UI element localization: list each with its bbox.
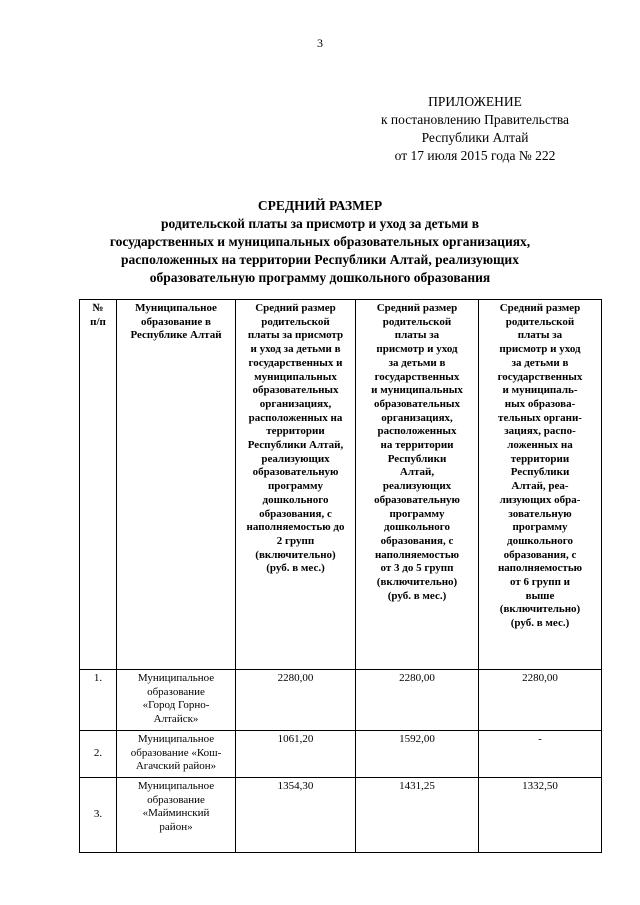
row-fee-3-to-5-groups: 1592,00	[356, 731, 479, 778]
header-fee-3-to-5-groups	[356, 300, 479, 670]
cell-text-line: муниципальных	[254, 370, 337, 383]
appendix-line: к постановлению Правительства	[380, 112, 570, 127]
cell-text-line: образование в	[141, 315, 211, 328]
cell-text-line: наполняемостью	[497, 562, 583, 575]
document-heading	[80, 197, 560, 287]
appendix-block	[350, 93, 600, 165]
cell-text-line: дошкольного	[507, 534, 573, 547]
cell-text-line: государственных	[497, 370, 583, 383]
cell-text-line: присмотр и уход	[499, 343, 581, 356]
cell-text-line: реализующих	[382, 480, 452, 493]
cell-text-line: Алтайск»	[153, 713, 199, 726]
page-number: 3	[317, 36, 323, 50]
fee-table	[79, 299, 602, 853]
header-number	[80, 300, 117, 670]
cell-text-line: зовательную	[508, 507, 572, 520]
cell-text-line: выше	[525, 589, 555, 602]
appendix-line: Республики Алтай	[421, 130, 529, 145]
table-row	[80, 778, 602, 853]
cell-text-line: Республики	[387, 452, 447, 465]
row-number: 3.	[80, 778, 117, 853]
cell-text-line: родительской	[261, 315, 330, 328]
cell-text-line: наполняемостью	[374, 548, 460, 561]
cell-text-line: и муниципаль-	[502, 384, 578, 397]
cell-text-line: (включительно)	[255, 548, 336, 561]
cell-text-line: №	[92, 302, 104, 314]
row-fee-3-to-5-groups: 1431,25	[356, 778, 479, 853]
cell-text-line: образование	[147, 685, 205, 698]
heading-line: расположенных на территории Республики Алтай, реализующих	[121, 252, 519, 267]
cell-text-line: Средний размер	[376, 302, 458, 314]
cell-text-line: платы за	[517, 329, 563, 342]
row-fee-6-groups-and-more: -	[479, 731, 602, 778]
row-number: 2.	[80, 731, 117, 778]
cell-text-line: образование	[147, 793, 205, 806]
cell-text-line: образования, с	[259, 507, 332, 520]
cell-text-line: территории	[510, 452, 570, 465]
cell-text-line: и уход за детьми в	[250, 343, 341, 356]
cell-text-line: образовательных	[252, 384, 339, 397]
header-fee-6-groups-and-more	[479, 300, 602, 670]
cell-text-line: платы за	[394, 329, 440, 342]
cell-text-line: образовательных	[373, 397, 461, 410]
cell-text-line: Агачский район»	[135, 760, 217, 773]
cell-text-line: родительской	[505, 315, 575, 328]
cell-text-line: организациях,	[259, 397, 332, 410]
heading-line: образовательную программу дошкольного образования	[149, 270, 491, 285]
row-municipality	[117, 731, 236, 778]
cell-text-line: «Город Горно-	[142, 699, 210, 712]
cell-text-line: Муниципальное	[135, 302, 217, 314]
cell-text-line: Средний размер	[255, 302, 336, 314]
cell-text-line: реализующих	[261, 452, 330, 465]
cell-text-line: родительской	[382, 315, 452, 328]
row-fee-6-groups-and-more: 1332,50	[479, 778, 602, 853]
cell-text-line: организациях,	[381, 411, 453, 424]
cell-text-line: территории	[266, 425, 325, 438]
cell-text-line: Республики	[510, 466, 570, 479]
cell-text-line: образования, с	[503, 548, 577, 561]
table-row	[80, 670, 602, 731]
cell-text-line: (руб. в мес.)	[510, 617, 570, 630]
cell-text-line: Алтай,	[399, 466, 435, 479]
row-fee-up-to-2-groups: 1354,30	[236, 778, 356, 853]
cell-text-line: за детьми в	[511, 356, 569, 369]
cell-text-line: от 3 до 5 групп	[380, 562, 454, 575]
cell-text-line: расположенных на	[248, 411, 343, 424]
cell-text-line: Муниципальное	[137, 733, 215, 745]
cell-text-line: п/п	[90, 315, 106, 328]
cell-text-line: от 6 групп и	[510, 576, 570, 589]
heading-title: СРЕДНИЙ РАЗМЕР	[257, 198, 383, 213]
cell-text-line: программу	[389, 507, 445, 520]
header-municipality	[117, 300, 236, 670]
row-fee-6-groups-and-more: 2280,00	[479, 670, 602, 731]
header-fee-up-to-2-groups	[236, 300, 356, 670]
cell-text-line: Республики Алтай,	[247, 439, 344, 452]
cell-text-line: (руб. в мес.)	[387, 589, 447, 602]
appendix-date-line: от 17 июля 2015 года № 222	[394, 148, 556, 163]
cell-text-line: государственных и	[248, 356, 343, 369]
cell-text-line: (руб. в мес.)	[266, 562, 325, 575]
cell-text-line: наполняемостью до	[246, 521, 345, 534]
cell-text-line: образования, с	[380, 534, 454, 547]
appendix-title: ПРИЛОЖЕНИЕ	[428, 94, 522, 109]
cell-text-line: (включительно)	[499, 603, 581, 616]
cell-text-line: образовательную	[252, 466, 339, 479]
cell-text-line: ных образова-	[504, 397, 576, 410]
cell-text-line: район»	[159, 821, 193, 834]
cell-text-line: за детьми в	[388, 356, 446, 369]
cell-text-line: (включительно)	[376, 576, 458, 589]
cell-text-line: лизующих обра-	[499, 493, 581, 506]
cell-text-line: Муниципальное	[137, 780, 215, 792]
row-municipality	[117, 670, 236, 731]
cell-text-line: тельных органи-	[498, 411, 582, 424]
cell-text-line: зациях, распо-	[504, 425, 576, 438]
cell-text-line: Алтай, реа-	[511, 480, 569, 493]
table-row	[80, 731, 602, 778]
row-fee-3-to-5-groups: 2280,00	[356, 670, 479, 731]
row-municipality	[117, 778, 236, 853]
row-fee-up-to-2-groups: 2280,00	[236, 670, 356, 731]
cell-text-line: дошкольного	[262, 493, 329, 506]
cell-text-line: дошкольного	[384, 521, 450, 534]
cell-text-line: программу	[267, 480, 324, 493]
cell-text-line: Муниципальное	[137, 672, 215, 684]
table-header-row	[80, 300, 602, 670]
cell-text-line: на территории	[380, 439, 454, 452]
heading-line: государственных и муниципальных образовательных организациях,	[109, 234, 531, 249]
cell-text-line: ложенных на	[507, 439, 573, 452]
cell-text-line: платы за присмотр	[247, 329, 344, 342]
cell-text-line: Средний размер	[499, 302, 581, 314]
cell-text-line: присмотр и уход	[376, 343, 458, 356]
cell-text-line: образование «Кош-	[130, 746, 222, 759]
cell-text-line: 2 групп	[276, 534, 315, 547]
heading-line: родительской платы за присмотр и уход за детьми в	[161, 216, 479, 231]
cell-text-line: расположенных	[377, 425, 457, 438]
cell-text-line: программу	[512, 521, 568, 534]
cell-text-line: образовательную	[374, 493, 460, 506]
row-number: 1.	[80, 670, 117, 731]
row-fee-up-to-2-groups: 1061,20	[236, 731, 356, 778]
cell-text-line: и муниципальных	[371, 384, 463, 397]
cell-text-line: «Майминский	[142, 807, 210, 820]
cell-text-line: Республике Алтай	[130, 329, 222, 342]
cell-text-line: государственных	[374, 370, 460, 383]
